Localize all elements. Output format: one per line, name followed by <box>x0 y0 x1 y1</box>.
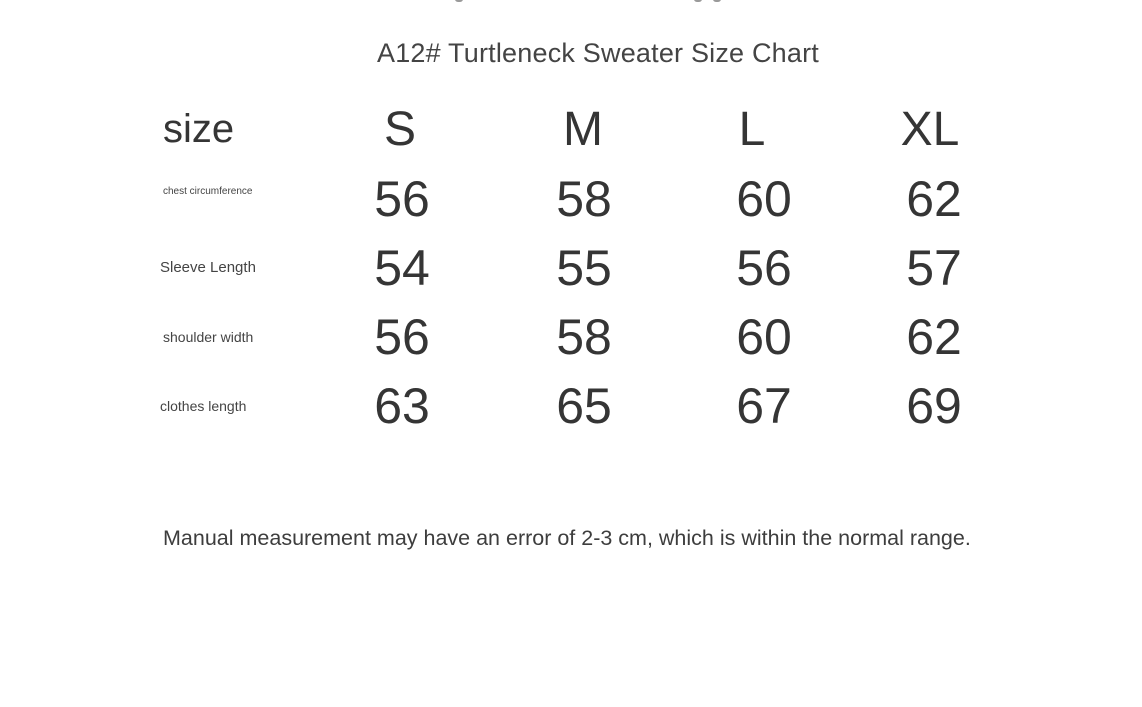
table-cell: 69 <box>906 377 962 434</box>
size-chart-table <box>160 95 1020 440</box>
table-row-chest <box>160 164 1020 233</box>
table-cell: 56 <box>736 239 792 296</box>
row-label-shoulder-width: shoulder width <box>163 328 254 345</box>
table-cell: 54 <box>374 239 430 296</box>
cropped-top-text <box>0 0 1142 4</box>
measurement-note: Manual measurement may have an error of 2-3 cm, which is within the normal range. <box>163 526 971 550</box>
row-label-sleeve-length: Sleeve Length <box>160 259 256 276</box>
table-row-sleeve <box>160 233 1020 302</box>
size-header-l: L <box>738 103 766 156</box>
size-header-s: S <box>383 103 416 156</box>
table-cell: 58 <box>556 170 612 227</box>
size-header-xl: XL <box>900 103 960 156</box>
size-header-m: M <box>563 103 603 156</box>
table-cell: 56 <box>374 170 430 227</box>
table-cell: 60 <box>736 308 792 365</box>
table-cell: 67 <box>736 377 792 434</box>
table-cell: 60 <box>736 170 792 227</box>
page-title: A12# Turtleneck Sweater Size Chart <box>376 38 820 68</box>
table-cell: 55 <box>556 239 612 296</box>
table-cell: 62 <box>906 170 962 227</box>
table-cell: 57 <box>906 239 962 296</box>
table-row-shoulder <box>160 302 1020 371</box>
table-cell: 56 <box>374 308 430 365</box>
table-row-clothes-length <box>160 371 1020 440</box>
table-header-row <box>160 95 1020 164</box>
size-header-label: size <box>163 107 235 151</box>
table-cell: 65 <box>556 377 612 434</box>
table-cell: 58 <box>556 308 612 365</box>
row-label-clothes-length: clothes length <box>160 397 247 414</box>
table-cell: 63 <box>374 377 430 434</box>
table-cell: 62 <box>906 308 962 365</box>
row-label-chest-circumference: chest circumference <box>163 186 253 197</box>
